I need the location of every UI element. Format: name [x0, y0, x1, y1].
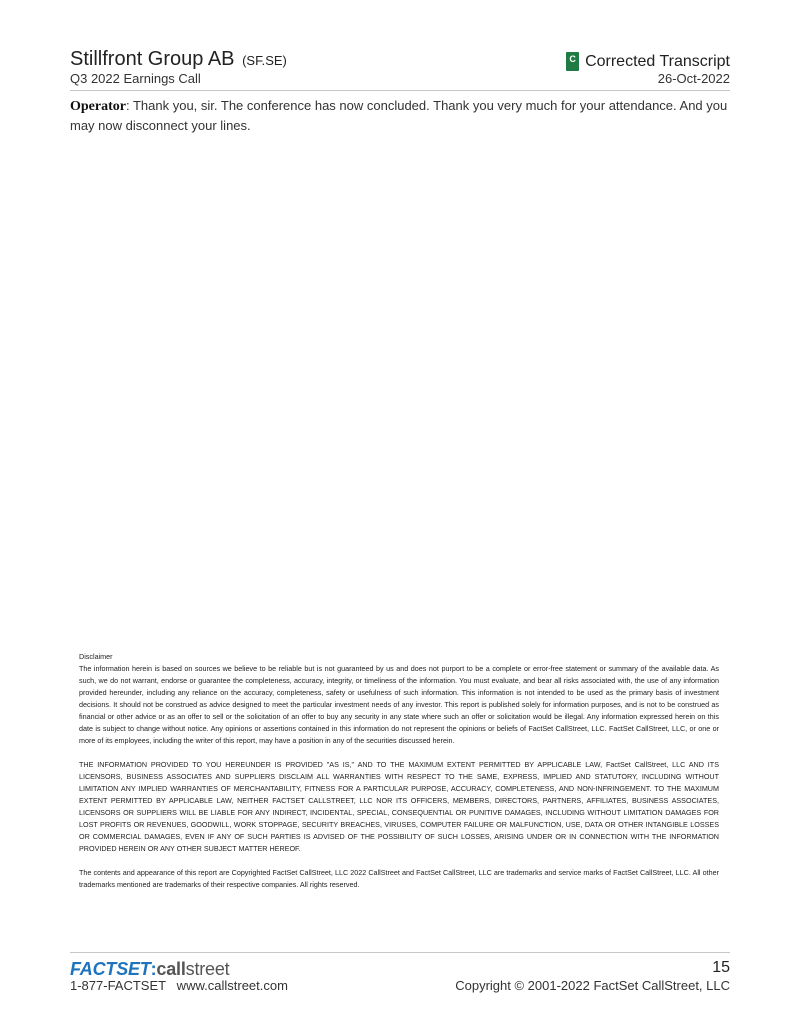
- page-footer: [70, 952, 730, 998]
- disclaimer-paragraph-2: THE INFORMATION PROVIDED TO YOU HEREUNDER IS PROVIDED "AS IS," AND TO THE MAXIMUM EXTENT PERMITTED BY APPLICABLE LAW, FactSet CallStreet, LLC AND ITS LICENSORS, BUSINESS ASSOCIATES AND SUPPLIERS DISCLAIM ALL WARRANTIES WITH RESPECT TO THE SAME, EXPRESS, IMPLIED AND STATUTORY, INCLUDING WITHOUT LIMITATION ANY IMPLIED WARRANTIES OF MERCHANTABILITY, FITNESS FOR A PARTICULAR PURPOSE, ACCURACY, COMPLETENESS, AND NON-INFRINGEMENT. TO THE MAXIMUM EXTENT PERMITTED BY APPLICABLE LAW, NEITHER FACTSET CALLSTREET, LLC NOR ITS OFFICERS, MEMBERS, DIRECTORS, PARTNERS, AFFILIATES, BUSINESS ASSOCIATES, LICENSORS OR SUPPLIERS WILL BE LIABLE FOR ANY INDIRECT, INCIDENTAL, SPECIAL, CONSEQUENTIAL OR PUNITIVE DAMAGES, INCLUDING WITHOUT LIMITATION DAMAGES FOR LOST PROFITS OR REVENUES, GOODWILL, WORK STOPPAGE, SECURITY BREACHES, VIRUSES, COMPUTER FAILURE OR MALFUNCTION, USE, DATA OR OTHER INTANGIBLE LOSSES OR COMMERCIAL DAMAGES, EVEN IF ANY OF SUCH PARTIES IS ADVISED OF THE POSSIBILITY OF SUCH LOSSES, ARISING UNDER OR IN CONNECTION WITH THE INFORMATION PROVIDED HEREIN OR ANY OTHER SUBJECT MATTER HEREOF.: [79, 760, 719, 853]
- factset-callstreet-logo: [70, 959, 229, 980]
- corrected-badge-icon: C: [566, 52, 579, 71]
- logo-factset-text: FACTSET: [70, 959, 151, 979]
- disclaimer-title: Disclaimer: [79, 652, 113, 661]
- page-header: [70, 48, 730, 91]
- logo-call-text: call: [156, 959, 186, 979]
- page-number: 15: [712, 959, 730, 976]
- transcript-type-text: Corrected Transcript: [585, 52, 730, 70]
- company-name: Stillfront Group AB: [70, 48, 235, 70]
- speaker-name: Operator: [70, 99, 126, 114]
- logo-colon: :: [150, 959, 157, 979]
- disclaimer-section: [79, 651, 719, 903]
- disclaimer-paragraph-1: The information herein is based on sources we believe to be reliable but is not guaranteed by us and does not purport to be a complete or error-free statement or summary of the available data. As such, we do not warrant, endorse or guarantee the completeness, accuracy, integrity, or timeliness of the information. You must evaluate, and bear all risks associated with, the use of any information provided hereunder, including any reliance on the accuracy, completeness, safety or usefulness of such information. This information is not intended to be used as the primary basis of investment decisions. It should not be construed as advice designed to meet the particular investment needs of any investor. This report is published solely for information purposes, and is not to be construed as financial or other advice or as an offer to sell or the solicitation of an offer to buy any security in any state where such an offer or solicitation would be illegal. Any information expressed herein on this date is subject to change without notice. Any opinions or assertions contained in this information do not represent the opinions or beliefs of FactSet CallStreet, LLC. FactSet CallStreet, LLC, or one or more of its employees, including the writer of this report, may have a position in any of the securities discussed herein.: [79, 664, 719, 745]
- ticker-symbol: (SF.SE): [242, 53, 287, 68]
- copyright-notice: Copyright © 2001-2022 FactSet CallStreet, LLC: [455, 978, 730, 993]
- disclaimer-paragraph-3: The contents and appearance of this report are Copyrighted FactSet CallStreet, LLC 2022 CallStreet and FactSet CallStreet, LLC are trademarks and service marks of FactSet CallStreet, LLC. All other trademarks mentioned are trademarks of their respective companies. All rights reserved.: [79, 868, 719, 889]
- event-name: Q3 2022 Earnings Call: [70, 71, 201, 86]
- transcript-paragraph: [70, 97, 730, 135]
- logo-street-text: street: [185, 959, 230, 979]
- transcript-type-label: [566, 52, 730, 71]
- speaker-statement: : Thank you, sir. The conference has now concluded. Thank you very much for your attendance. And you may now disconnect your lines.: [70, 98, 728, 133]
- contact-line: 1-877-FACTSET www.callstreet.com: [70, 978, 288, 993]
- company-title: [70, 48, 287, 71]
- call-date: 26-Oct-2022: [657, 71, 730, 86]
